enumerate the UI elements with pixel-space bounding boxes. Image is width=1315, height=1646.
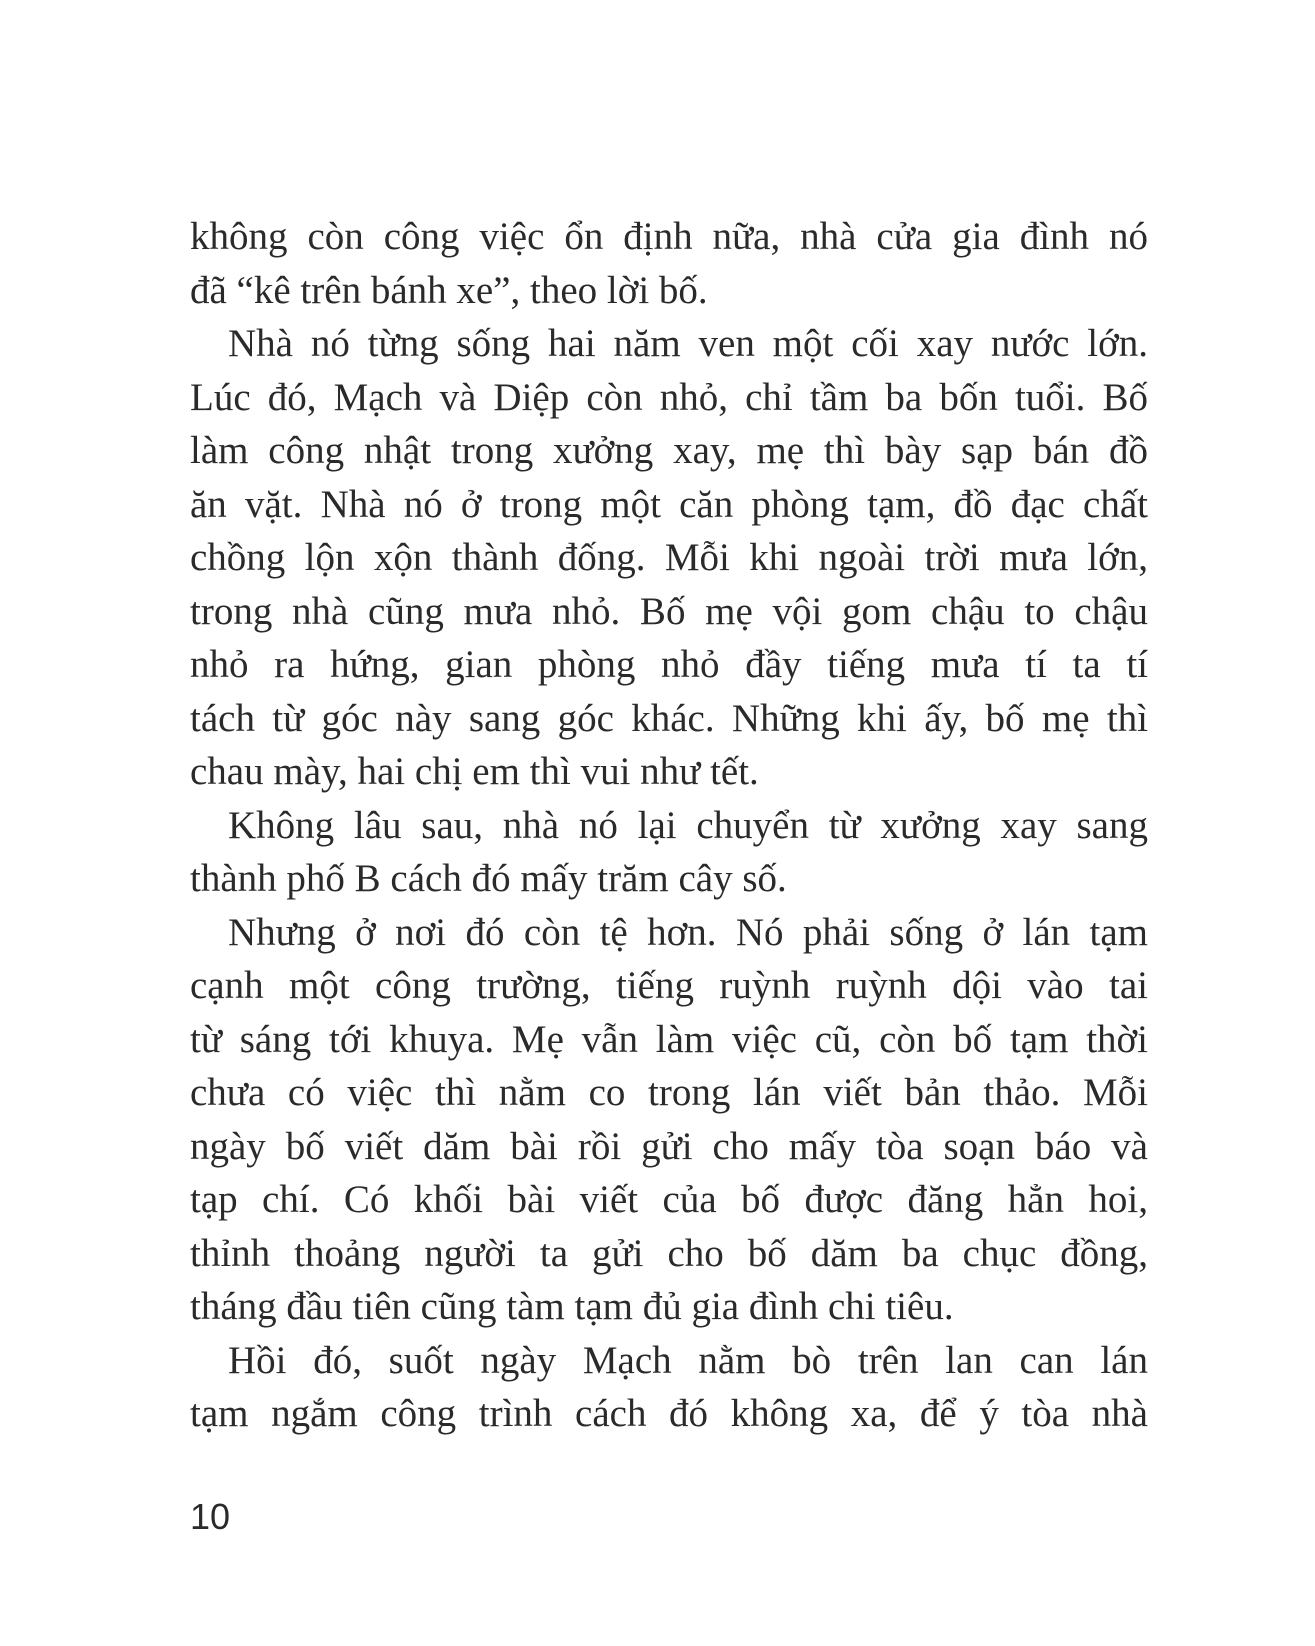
text-line: đã “kê trên bánh xe”, theo lời bố.: [190, 268, 708, 312]
text-line: ngày bố viết dăm bài rồi gửi cho mấy tòa soạn báo và: [190, 1124, 1148, 1168]
text-line: thành phố B cách đó mấy trăm cây số.: [190, 857, 787, 900]
text-line: Lúc đó, Mạch và Diệp còn nhỏ, chỉ tầm ba bốn tuổi. Bố: [190, 375, 1148, 419]
text-line: Nhà nó từng sống hai năm ven một cối xay nước lớn.: [228, 322, 1148, 365]
text-line: tạp chí. Có khối bài viết của bố được đăng hẳn hoi,: [190, 1178, 1148, 1221]
text-line: nhỏ ra hứng, gian phòng nhỏ đầy tiếng mưa tí ta tí: [190, 643, 1148, 686]
text-line: cạnh một công trường, tiếng ruỳnh ruỳnh dội vào tai: [190, 964, 1148, 1007]
text-line: tách từ góc này sang góc khác. Những khi ấy, bố mẹ thì: [190, 696, 1148, 740]
body-text: [190, 210, 1148, 1441]
text-line: chưa có việc thì nằm co trong lán viết bản thảo. Mỗi: [190, 1071, 1148, 1114]
page-number: 10: [190, 1496, 231, 1537]
text-line: từ sáng tới khuya. Mẹ vẫn làm việc cũ, còn bố tạm thời: [190, 1017, 1148, 1061]
text-line: thỉnh thoảng người ta gửi cho bố dăm ba chục đồng,: [190, 1231, 1148, 1275]
text-line: tháng đầu tiên cũng tàm tạm đủ gia đình chi tiêu.: [190, 1285, 954, 1328]
text-line: làm công nhật trong xưởng xay, mẹ thì bày sạp bán đồ: [190, 429, 1148, 472]
text-line: không còn công việc ổn định nữa, nhà cửa gia đình nó: [190, 215, 1148, 258]
text-line: Nhưng ở nơi đó còn tệ hơn. Nó phải sống ở lán tạm: [228, 910, 1148, 954]
text-line: chồng lộn xộn thành đống. Mỗi khi ngoài trời mưa lớn,: [190, 536, 1148, 579]
text-line: Không lâu sau, nhà nó lại chuyển từ xưởng xay sang: [228, 803, 1148, 847]
text-line: tạm ngắm công trình cách đó không xa, để ý tòa nhà: [190, 1392, 1148, 1435]
text-line: Hồi đó, suốt ngày Mạch nằm bò trên lan can lán: [228, 1338, 1148, 1382]
text-line: trong nhà cũng mưa nhỏ. Bố mẹ vội gom chậu to chậu: [190, 589, 1148, 633]
text-line: ăn vặt. Nhà nó ở trong một căn phòng tạm, đồ đạc chất: [190, 482, 1148, 526]
text-line: chau mày, hai chị em thì vui như tết.: [190, 750, 759, 793]
